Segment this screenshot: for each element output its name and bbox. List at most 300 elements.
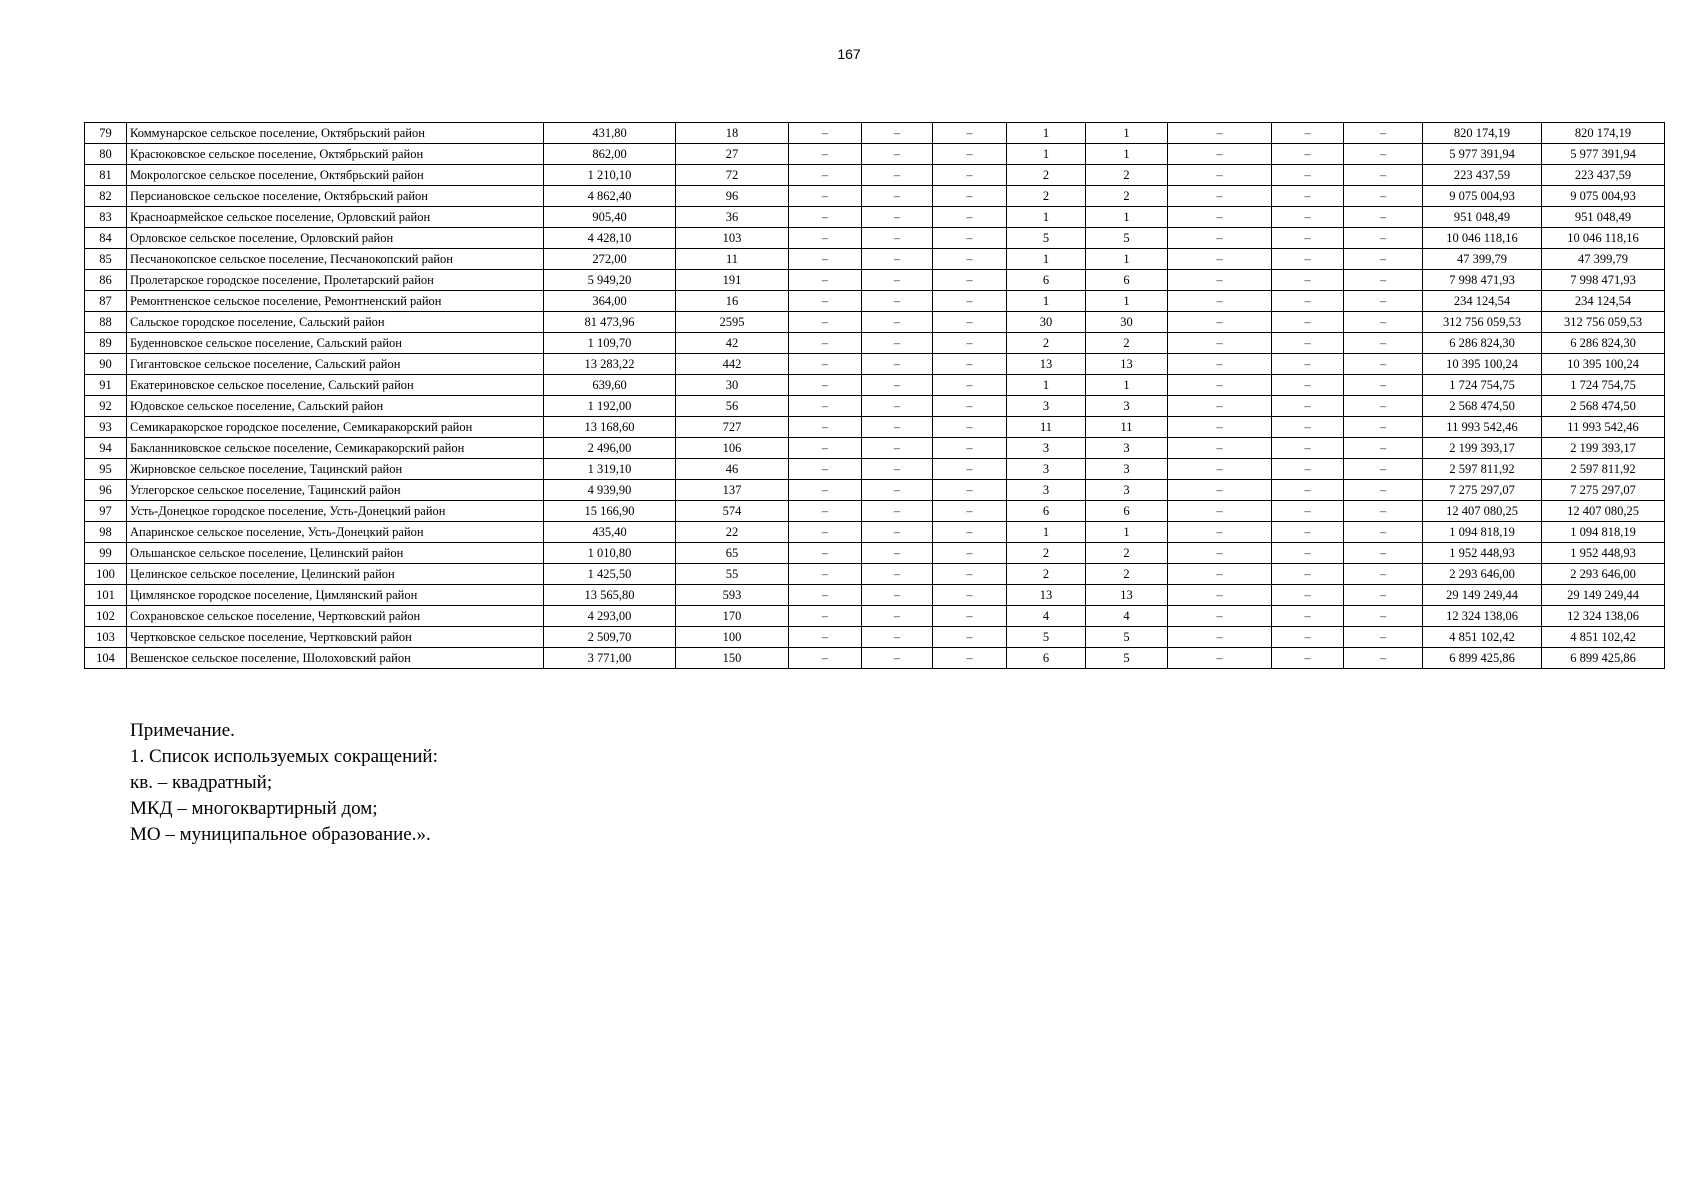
empty-cell: – — [1168, 417, 1272, 438]
residents-value: 16 — [676, 291, 789, 312]
count-value: 6 — [1007, 501, 1086, 522]
note-line: 1. Список используемых сокращений: — [130, 746, 438, 767]
empty-cell: – — [862, 291, 933, 312]
empty-cell: – — [789, 627, 862, 648]
empty-cell: – — [1344, 627, 1423, 648]
count-value: 5 — [1007, 627, 1086, 648]
cost-total-value: 7 275 297,07 — [1542, 480, 1665, 501]
empty-cell: – — [789, 249, 862, 270]
table-row — [85, 459, 1665, 480]
residents-value: 96 — [676, 186, 789, 207]
count-value: 6 — [1086, 501, 1168, 522]
table-body — [85, 123, 1665, 669]
cost-total-value: 1 094 818,19 — [1542, 522, 1665, 543]
area-value: 5 949,20 — [544, 270, 676, 291]
empty-cell: – — [933, 144, 1007, 165]
empty-cell: – — [1272, 564, 1344, 585]
empty-cell: – — [1168, 228, 1272, 249]
table-row — [85, 249, 1665, 270]
settlement-name: Усть-Донецкое городское поселение, Усть-Донецкий район — [127, 501, 544, 522]
empty-cell: – — [1168, 459, 1272, 480]
empty-cell: – — [789, 522, 862, 543]
count-value: 13 — [1007, 354, 1086, 375]
cost-value: 2 293 646,00 — [1423, 564, 1542, 585]
empty-cell: – — [789, 165, 862, 186]
row-number: 102 — [85, 606, 127, 627]
table-row — [85, 606, 1665, 627]
note-block — [130, 718, 438, 848]
area-value: 1 109,70 — [544, 333, 676, 354]
empty-cell: – — [862, 144, 933, 165]
settlement-name: Жирновское сельское поселение, Тацинский район — [127, 459, 544, 480]
cost-value: 6 286 824,30 — [1423, 333, 1542, 354]
empty-cell: – — [933, 543, 1007, 564]
empty-cell: – — [933, 627, 1007, 648]
residents-value: 56 — [676, 396, 789, 417]
empty-cell: – — [862, 396, 933, 417]
settlement-name: Сохрановское сельское поселение, Чертковский район — [127, 606, 544, 627]
empty-cell: – — [933, 207, 1007, 228]
residents-value: 27 — [676, 144, 789, 165]
cost-value: 29 149 249,44 — [1423, 585, 1542, 606]
count-value: 3 — [1086, 459, 1168, 480]
settlement-name: Целинское сельское поселение, Целинский район — [127, 564, 544, 585]
empty-cell: – — [1168, 438, 1272, 459]
empty-cell: – — [1168, 144, 1272, 165]
empty-cell: – — [789, 375, 862, 396]
data-table — [84, 122, 1665, 669]
empty-cell: – — [1168, 564, 1272, 585]
empty-cell: – — [1168, 396, 1272, 417]
empty-cell: – — [1344, 522, 1423, 543]
empty-cell: – — [1344, 312, 1423, 333]
table-row — [85, 543, 1665, 564]
row-number: 86 — [85, 270, 127, 291]
table-row — [85, 312, 1665, 333]
count-value: 3 — [1007, 459, 1086, 480]
empty-cell: – — [933, 585, 1007, 606]
empty-cell: – — [1272, 417, 1344, 438]
empty-cell: – — [1344, 501, 1423, 522]
settlement-name: Персиановское сельское поселение, Октябрьский район — [127, 186, 544, 207]
area-value: 1 192,00 — [544, 396, 676, 417]
count-value: 6 — [1007, 270, 1086, 291]
residents-value: 100 — [676, 627, 789, 648]
area-value: 431,80 — [544, 123, 676, 144]
empty-cell: – — [1272, 648, 1344, 669]
cost-total-value: 2 293 646,00 — [1542, 564, 1665, 585]
empty-cell: – — [789, 459, 862, 480]
cost-value: 951 048,49 — [1423, 207, 1542, 228]
count-value: 3 — [1007, 438, 1086, 459]
residents-value: 191 — [676, 270, 789, 291]
row-number: 100 — [85, 564, 127, 585]
row-number: 101 — [85, 585, 127, 606]
area-value: 4 293,00 — [544, 606, 676, 627]
empty-cell: – — [789, 354, 862, 375]
empty-cell: – — [1344, 333, 1423, 354]
count-value: 1 — [1007, 249, 1086, 270]
count-value: 2 — [1007, 564, 1086, 585]
count-value: 2 — [1086, 543, 1168, 564]
empty-cell: – — [1168, 291, 1272, 312]
empty-cell: – — [1168, 333, 1272, 354]
count-value: 6 — [1086, 270, 1168, 291]
cost-total-value: 2 199 393,17 — [1542, 438, 1665, 459]
empty-cell: – — [933, 354, 1007, 375]
table-row — [85, 438, 1665, 459]
cost-value: 223 437,59 — [1423, 165, 1542, 186]
area-value: 81 473,96 — [544, 312, 676, 333]
note-line: МКД – многоквартирный дом; — [130, 798, 378, 819]
empty-cell: – — [933, 123, 1007, 144]
count-value: 2 — [1086, 333, 1168, 354]
table-row — [85, 186, 1665, 207]
residents-value: 30 — [676, 375, 789, 396]
empty-cell: – — [1168, 354, 1272, 375]
empty-cell: – — [1344, 291, 1423, 312]
empty-cell: – — [1344, 606, 1423, 627]
settlement-name: Екатериновское сельское поселение, Сальский район — [127, 375, 544, 396]
settlement-name: Вешенское сельское поселение, Шолоховский район — [127, 648, 544, 669]
cost-value: 5 977 391,94 — [1423, 144, 1542, 165]
cost-value: 820 174,19 — [1423, 123, 1542, 144]
area-value: 639,60 — [544, 375, 676, 396]
empty-cell: – — [1168, 165, 1272, 186]
table-row — [85, 375, 1665, 396]
settlement-name: Коммунарское сельское поселение, Октябрьский район — [127, 123, 544, 144]
empty-cell: – — [1272, 627, 1344, 648]
cost-total-value: 5 977 391,94 — [1542, 144, 1665, 165]
count-value: 13 — [1086, 354, 1168, 375]
empty-cell: – — [933, 564, 1007, 585]
empty-cell: – — [789, 228, 862, 249]
empty-cell: – — [789, 501, 862, 522]
row-number: 80 — [85, 144, 127, 165]
empty-cell: – — [862, 228, 933, 249]
empty-cell: – — [862, 543, 933, 564]
empty-cell: – — [789, 270, 862, 291]
table-row — [85, 144, 1665, 165]
area-value: 13 283,22 — [544, 354, 676, 375]
empty-cell: – — [933, 186, 1007, 207]
empty-cell: – — [1168, 270, 1272, 291]
row-number: 90 — [85, 354, 127, 375]
residents-value: 22 — [676, 522, 789, 543]
area-value: 272,00 — [544, 249, 676, 270]
note-line: МО – муниципальное образование.». — [130, 824, 431, 845]
count-value: 13 — [1007, 585, 1086, 606]
empty-cell: – — [933, 249, 1007, 270]
cost-value: 12 324 138,06 — [1423, 606, 1542, 627]
empty-cell: – — [789, 396, 862, 417]
empty-cell: – — [789, 417, 862, 438]
count-value: 13 — [1086, 585, 1168, 606]
empty-cell: – — [862, 522, 933, 543]
table-row — [85, 480, 1665, 501]
row-number: 99 — [85, 543, 127, 564]
row-number: 87 — [85, 291, 127, 312]
empty-cell: – — [1272, 501, 1344, 522]
empty-cell: – — [1344, 375, 1423, 396]
count-value: 2 — [1086, 564, 1168, 585]
count-value: 1 — [1007, 291, 1086, 312]
empty-cell: – — [1344, 186, 1423, 207]
area-value: 435,40 — [544, 522, 676, 543]
count-value: 1 — [1086, 249, 1168, 270]
count-value: 3 — [1086, 480, 1168, 501]
row-number: 96 — [85, 480, 127, 501]
empty-cell: – — [1272, 312, 1344, 333]
cost-value: 7 275 297,07 — [1423, 480, 1542, 501]
empty-cell: – — [862, 627, 933, 648]
count-value: 4 — [1007, 606, 1086, 627]
count-value: 3 — [1086, 396, 1168, 417]
count-value: 1 — [1086, 207, 1168, 228]
empty-cell: – — [1168, 627, 1272, 648]
count-value: 5 — [1086, 627, 1168, 648]
row-number: 103 — [85, 627, 127, 648]
row-number: 104 — [85, 648, 127, 669]
count-value: 2 — [1086, 186, 1168, 207]
cost-total-value: 2 597 811,92 — [1542, 459, 1665, 480]
row-number: 79 — [85, 123, 127, 144]
empty-cell: – — [1344, 165, 1423, 186]
cost-total-value: 10 395 100,24 — [1542, 354, 1665, 375]
area-value: 1 425,50 — [544, 564, 676, 585]
residents-value: 2595 — [676, 312, 789, 333]
settlement-name: Бакланниковское сельское поселение, Семикаракорский район — [127, 438, 544, 459]
empty-cell: – — [1168, 501, 1272, 522]
count-value: 1 — [1007, 207, 1086, 228]
empty-cell: – — [1272, 438, 1344, 459]
cost-value: 312 756 059,53 — [1423, 312, 1542, 333]
residents-value: 46 — [676, 459, 789, 480]
empty-cell: – — [1344, 144, 1423, 165]
empty-cell: – — [862, 606, 933, 627]
count-value: 2 — [1007, 165, 1086, 186]
settlement-name: Юдовское сельское поселение, Сальский район — [127, 396, 544, 417]
residents-value: 36 — [676, 207, 789, 228]
count-value: 1 — [1086, 123, 1168, 144]
count-value: 5 — [1086, 228, 1168, 249]
row-number: 91 — [85, 375, 127, 396]
row-number: 82 — [85, 186, 127, 207]
count-value: 2 — [1007, 333, 1086, 354]
residents-value: 150 — [676, 648, 789, 669]
empty-cell: – — [862, 417, 933, 438]
settlement-name: Красноармейское сельское поселение, Орловский район — [127, 207, 544, 228]
area-value: 13 168,60 — [544, 417, 676, 438]
empty-cell: – — [789, 438, 862, 459]
residents-value: 18 — [676, 123, 789, 144]
settlement-name: Песчанокопское сельское поселение, Песчанокопский район — [127, 249, 544, 270]
table-row — [85, 207, 1665, 228]
cost-total-value: 9 075 004,93 — [1542, 186, 1665, 207]
residents-value: 103 — [676, 228, 789, 249]
area-value: 1 210,10 — [544, 165, 676, 186]
empty-cell: – — [1344, 270, 1423, 291]
cost-value: 1 952 448,93 — [1423, 543, 1542, 564]
count-value: 2 — [1007, 543, 1086, 564]
row-number: 83 — [85, 207, 127, 228]
count-value: 1 — [1086, 291, 1168, 312]
cost-value: 10 395 100,24 — [1423, 354, 1542, 375]
empty-cell: – — [862, 354, 933, 375]
table-row — [85, 627, 1665, 648]
empty-cell: – — [1168, 585, 1272, 606]
empty-cell: – — [1272, 249, 1344, 270]
settlement-name: Красюковское сельское поселение, Октябрьский район — [127, 144, 544, 165]
count-value: 30 — [1007, 312, 1086, 333]
area-value: 3 771,00 — [544, 648, 676, 669]
count-value: 2 — [1086, 165, 1168, 186]
cost-value: 1 724 754,75 — [1423, 375, 1542, 396]
note-line: кв. – квадратный; — [130, 772, 273, 793]
empty-cell: – — [789, 333, 862, 354]
empty-cell: – — [1272, 543, 1344, 564]
table-row — [85, 585, 1665, 606]
empty-cell: – — [1344, 207, 1423, 228]
cost-value: 1 094 818,19 — [1423, 522, 1542, 543]
empty-cell: – — [1168, 480, 1272, 501]
cost-total-value: 12 407 080,25 — [1542, 501, 1665, 522]
area-value: 1 319,10 — [544, 459, 676, 480]
cost-total-value: 29 149 249,44 — [1542, 585, 1665, 606]
cost-value: 2 568 474,50 — [1423, 396, 1542, 417]
area-value: 4 939,90 — [544, 480, 676, 501]
empty-cell: – — [933, 270, 1007, 291]
row-number: 92 — [85, 396, 127, 417]
settlement-name: Орловское сельское поселение, Орловский район — [127, 228, 544, 249]
cost-total-value: 6 286 824,30 — [1542, 333, 1665, 354]
residents-value: 106 — [676, 438, 789, 459]
empty-cell: – — [789, 291, 862, 312]
empty-cell: – — [789, 144, 862, 165]
empty-cell: – — [789, 480, 862, 501]
cost-value: 2 199 393,17 — [1423, 438, 1542, 459]
count-value: 11 — [1007, 417, 1086, 438]
count-value: 1 — [1007, 144, 1086, 165]
settlement-name: Семикаракорское городское поселение, Семикаракорский район — [127, 417, 544, 438]
empty-cell: – — [1272, 270, 1344, 291]
empty-cell: – — [789, 543, 862, 564]
count-value: 5 — [1007, 228, 1086, 249]
empty-cell: – — [1272, 522, 1344, 543]
residents-value: 727 — [676, 417, 789, 438]
count-value: 5 — [1086, 648, 1168, 669]
empty-cell: – — [1168, 543, 1272, 564]
empty-cell: – — [1272, 396, 1344, 417]
empty-cell: – — [933, 291, 1007, 312]
area-value: 364,00 — [544, 291, 676, 312]
empty-cell: – — [1168, 606, 1272, 627]
cost-total-value: 1 952 448,93 — [1542, 543, 1665, 564]
count-value: 1 — [1086, 375, 1168, 396]
count-value: 1 — [1086, 144, 1168, 165]
settlement-name: Цимлянское городское поселение, Цимлянский район — [127, 585, 544, 606]
table-row — [85, 228, 1665, 249]
empty-cell: – — [933, 396, 1007, 417]
count-value: 1 — [1007, 522, 1086, 543]
cost-value: 4 851 102,42 — [1423, 627, 1542, 648]
empty-cell: – — [1272, 186, 1344, 207]
settlement-name: Апаринское сельское поселение, Усть-Донецкий район — [127, 522, 544, 543]
empty-cell: – — [933, 459, 1007, 480]
count-value: 1 — [1086, 522, 1168, 543]
residents-value: 55 — [676, 564, 789, 585]
area-value: 4 428,10 — [544, 228, 676, 249]
residents-value: 170 — [676, 606, 789, 627]
empty-cell: – — [789, 207, 862, 228]
empty-cell: – — [933, 606, 1007, 627]
page-number: 167 — [837, 46, 861, 62]
empty-cell: – — [862, 480, 933, 501]
table-row — [85, 354, 1665, 375]
empty-cell: – — [1272, 165, 1344, 186]
settlement-name: Сальское городское поселение, Сальский район — [127, 312, 544, 333]
table-row — [85, 165, 1665, 186]
empty-cell: – — [1344, 585, 1423, 606]
cost-total-value: 47 399,79 — [1542, 249, 1665, 270]
empty-cell: – — [789, 564, 862, 585]
area-value: 905,40 — [544, 207, 676, 228]
row-number: 89 — [85, 333, 127, 354]
empty-cell: – — [862, 186, 933, 207]
empty-cell: – — [1344, 228, 1423, 249]
residents-value: 11 — [676, 249, 789, 270]
empty-cell: – — [933, 522, 1007, 543]
area-value: 1 010,80 — [544, 543, 676, 564]
row-number: 88 — [85, 312, 127, 333]
empty-cell: – — [1168, 186, 1272, 207]
empty-cell: – — [1272, 354, 1344, 375]
count-value: 1 — [1007, 123, 1086, 144]
cost-value: 10 046 118,16 — [1423, 228, 1542, 249]
area-value: 15 166,90 — [544, 501, 676, 522]
table-row — [85, 396, 1665, 417]
empty-cell: – — [1344, 480, 1423, 501]
settlement-name: Углегорское сельское поселение, Тацинский район — [127, 480, 544, 501]
empty-cell: – — [1344, 543, 1423, 564]
table-row — [85, 123, 1665, 144]
empty-cell: – — [933, 375, 1007, 396]
row-number: 93 — [85, 417, 127, 438]
settlement-name: Гигантовское сельское поселение, Сальский район — [127, 354, 544, 375]
empty-cell: – — [862, 375, 933, 396]
settlement-name: Ольшанское сельское поселение, Целинский район — [127, 543, 544, 564]
cost-value: 47 399,79 — [1423, 249, 1542, 270]
cost-total-value: 1 724 754,75 — [1542, 375, 1665, 396]
empty-cell: – — [1272, 123, 1344, 144]
area-value: 4 862,40 — [544, 186, 676, 207]
residents-value: 42 — [676, 333, 789, 354]
empty-cell: – — [862, 312, 933, 333]
empty-cell: – — [1168, 375, 1272, 396]
empty-cell: – — [862, 270, 933, 291]
settlement-name: Ремонтненское сельское поселение, Ремонтненский район — [127, 291, 544, 312]
cost-value: 9 075 004,93 — [1423, 186, 1542, 207]
empty-cell: – — [1344, 564, 1423, 585]
empty-cell: – — [789, 312, 862, 333]
empty-cell: – — [1344, 459, 1423, 480]
empty-cell: – — [862, 438, 933, 459]
count-value: 3 — [1007, 396, 1086, 417]
empty-cell: – — [789, 123, 862, 144]
cost-total-value: 12 324 138,06 — [1542, 606, 1665, 627]
cost-total-value: 234 124,54 — [1542, 291, 1665, 312]
empty-cell: – — [1168, 648, 1272, 669]
